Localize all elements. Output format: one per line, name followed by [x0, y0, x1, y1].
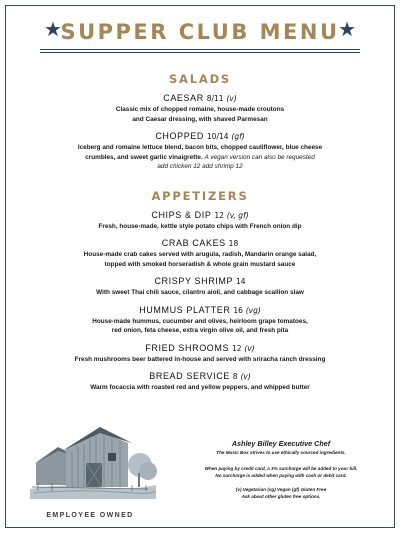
star-icon: ★ — [338, 17, 356, 41]
surcharge-note: No surcharge is added when paying with cash or debit card. — [215, 473, 347, 478]
header-divider — [40, 49, 360, 50]
item-name: CRISPY SHRIMP — [154, 276, 234, 286]
page-title: SUPPER CLUB MENU — [60, 20, 340, 44]
item-description-text: crumbles, and sweet garlic vinaigrette. — [85, 153, 203, 161]
item-diet: (v) — [226, 94, 237, 103]
item-price: 12 — [214, 210, 224, 220]
item-diet: (v, gf) — [226, 210, 249, 220]
menu-item-caesar — [6, 92, 394, 124]
appetizers-heading: APPETIZERS — [151, 188, 249, 203]
menu-item-fried-shrooms — [6, 342, 394, 365]
menu-header — [6, 6, 394, 52]
menu-item-chips-dip — [6, 209, 394, 232]
item-description: Iceberg and romaine lettuce blend, bacon bits, chopped cauliflower, blue cheese — [77, 144, 323, 151]
item-price: 16 — [233, 305, 243, 315]
item-description: topped with smoked horseradish & whole grain mustard sauce — [104, 260, 296, 268]
star-icon: ★ — [44, 17, 62, 41]
diet-legend: (v) Vegetarian (vg) Vegan (gf) Gluten Free — [235, 487, 327, 492]
item-name: CAESAR — [163, 93, 204, 103]
gluten-free-note: Ask about other gluten free options. — [241, 494, 321, 499]
menu-item-hummus-platter — [6, 304, 394, 336]
sourcing-note: The Music Box strives to use ethically sourced ingredients. — [216, 450, 346, 455]
menu-footer — [6, 417, 394, 527]
barn-illustration — [28, 419, 158, 507]
menu-item-chopped — [6, 130, 394, 172]
item-name: BREAD SERVICE — [149, 371, 230, 381]
item-diet: (v) — [244, 343, 255, 353]
item-description: House-made crab cakes served with arugula, radish, Mandarin orange salad, — [83, 251, 317, 258]
vegan-note: A vegan version can also be requested — [204, 153, 315, 161]
item-price: 8/11 — [206, 94, 224, 103]
item-description: Fresh, house-made, kettle style potato chips with French onion dip — [98, 222, 302, 230]
menu-item-crab-cakes — [6, 237, 394, 269]
item-name: FRIED SHROOMS — [145, 342, 230, 353]
item-description: With sweet Thai chili sauce, cilantro aioli, and cabbage scallion slaw — [96, 289, 304, 296]
item-diet: (vg) — [245, 305, 261, 315]
menu-item-crispy-shrimp — [6, 275, 394, 298]
item-diet: (gf) — [231, 132, 245, 141]
employee-owned-label: EMPLOYEE OWNED — [46, 512, 134, 519]
item-price: 8 — [232, 372, 238, 381]
item-name: CRAB CAKES — [161, 238, 226, 248]
item-price: 14 — [235, 277, 246, 286]
menu-item-bread-service — [6, 370, 394, 393]
item-description — [6, 153, 394, 163]
item-price: 12 — [231, 343, 242, 353]
header-divider — [40, 52, 360, 53]
item-name: CHIPS & DIP — [151, 209, 212, 220]
item-description: red onion, feta cheese, extra virgin olive oil, and fresh pita — [111, 327, 289, 334]
item-description: Fresh mushrooms beer battered in-house and served with sriracha ranch dressing — [74, 355, 326, 363]
menu-page — [5, 5, 395, 528]
item-addons: add chicken 12 add shrimp 12 — [157, 163, 243, 170]
item-name: HUMMUS PLATTER — [139, 304, 231, 315]
salads-heading: SALADS — [168, 72, 232, 86]
item-description: and Caesar dressing, with shaved Parmesan — [132, 115, 268, 123]
item-price: 10/14 — [206, 132, 229, 141]
item-description: Classic mix of chopped romaine, house-made croutons — [115, 106, 285, 113]
item-description: Warm focaccia with roasted red and yellow peppers, and whipped butter — [90, 384, 310, 391]
item-price: 18 — [228, 239, 239, 248]
surcharge-note: When paying by credit card, a 3% surcharge will be added to your bill. — [204, 466, 358, 471]
chef-credit: Ashley Billey Executive Chef — [231, 439, 331, 448]
item-name: CHOPPED — [155, 131, 205, 141]
item-diet: (v) — [240, 372, 251, 381]
item-description: House-made hummus, cucumber and olives, heirloom grape tomatoes, — [92, 317, 308, 325]
